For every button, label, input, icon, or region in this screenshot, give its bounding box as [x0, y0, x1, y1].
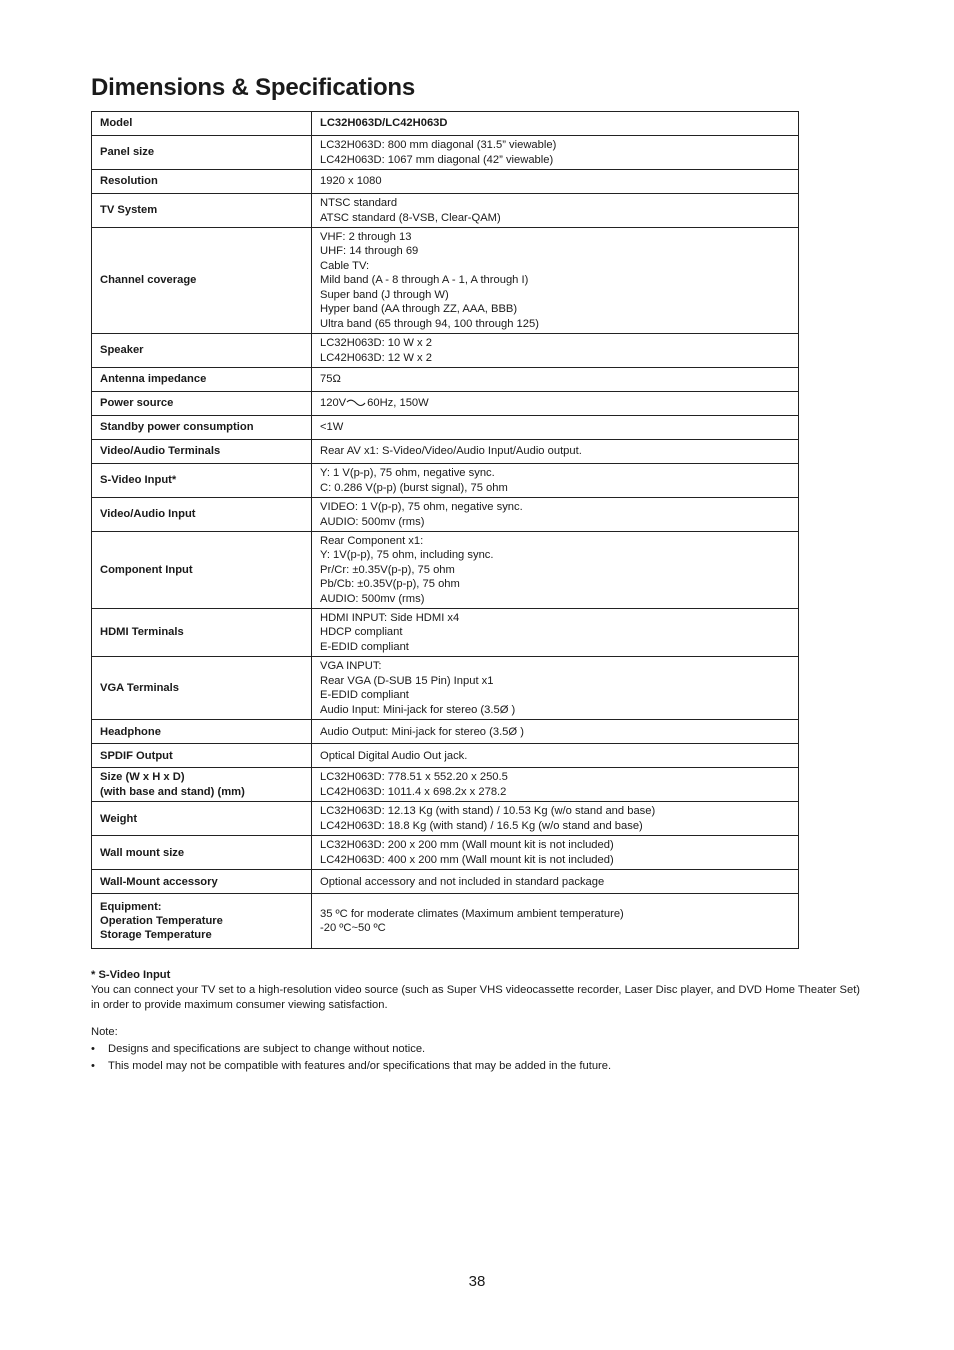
- spec-value: Pr/Cr: ±0.35V(p-p), 75 ohm: [320, 563, 455, 576]
- spec-label: Component Input: [100, 563, 193, 576]
- spec-label-cell: [92, 392, 312, 416]
- notes-section: [91, 968, 861, 1076]
- spec-value: E-EDID compliant: [320, 640, 409, 653]
- spec-value-cell: [312, 744, 799, 768]
- spec-label: Storage Temperature: [100, 929, 212, 942]
- spec-value: 1920 x 1080: [320, 175, 382, 188]
- spec-label: Headphone: [100, 725, 161, 738]
- spec-label-cell: [92, 870, 312, 894]
- spec-value-cell: [312, 228, 799, 334]
- spec-value: Rear VGA (D-SUB 15 Pin) Input x1: [320, 674, 494, 687]
- spec-value: LC42H063D: 1067 mm diagonal (42” viewable): [320, 153, 554, 166]
- spec-row: [92, 228, 799, 334]
- spec-value-cell: [312, 768, 799, 802]
- spec-label: Model: [100, 117, 133, 130]
- specifications-table: [91, 111, 799, 949]
- spec-value: LC42H063D: 400 x 200 mm (Wall mount kit is not included): [320, 853, 614, 866]
- spec-row: [92, 440, 799, 464]
- spec-value: LC32H063D: 10 W x 2: [320, 337, 432, 350]
- spec-value: 75Ω: [320, 373, 341, 386]
- spec-value: Audio Input: Mini-jack for stereo (3.5Ø ): [320, 703, 516, 716]
- spec-value-cell: [312, 720, 799, 744]
- spec-value: -20 ºC~50 ºC: [320, 922, 386, 935]
- spec-value: AUDIO: 500mv (rms): [320, 515, 425, 528]
- spec-label-cell: [92, 170, 312, 194]
- spec-row: [92, 768, 799, 802]
- spec-row: [92, 392, 799, 416]
- spec-value-cell: [312, 368, 799, 392]
- spec-label: SPDIF Output: [100, 749, 173, 762]
- spec-row: [92, 609, 799, 657]
- spec-row: [92, 894, 799, 949]
- spec-value: LC32H063D: 12.13 Kg (with stand) / 10.53 Kg (w/o stand and base): [320, 805, 656, 818]
- spec-label: Antenna impedance: [100, 373, 207, 386]
- spec-value-cell: [312, 170, 799, 194]
- spec-value: Optional accessory and not included in standard package: [320, 875, 605, 888]
- spec-value: Super band (J through W): [320, 288, 449, 301]
- spec-label-cell: [92, 657, 312, 720]
- spec-value: LC32H063D/LC42H063D: [320, 117, 448, 130]
- spec-value: NTSC standard: [320, 197, 398, 210]
- spec-value: HDCP compliant: [320, 626, 403, 639]
- footnote-title: * S-Video Input: [91, 969, 171, 981]
- bullet-icon: •: [91, 1043, 95, 1055]
- ac-wave-icon: [346, 398, 366, 408]
- spec-label-cell: [92, 368, 312, 392]
- spec-value: Rear AV x1: S-Video/Video/Audio Input/Audio output.: [320, 445, 582, 458]
- spec-value-cell: [312, 498, 799, 532]
- spec-value: Audio Output: Mini-jack for stereo (3.5Ø ): [320, 725, 524, 738]
- spec-label-cell: [92, 802, 312, 836]
- spec-label-cell: [92, 894, 312, 949]
- spec-label: Size (W x H x D): [100, 771, 185, 784]
- spec-value-cell: [312, 136, 799, 170]
- spec-value-cell: [312, 464, 799, 498]
- spec-label: Wall-Mount accessory: [100, 875, 218, 888]
- spec-value: AUDIO: 500mv (rms): [320, 592, 425, 605]
- spec-label-cell: [92, 532, 312, 609]
- spec-label: Video/Audio Input: [100, 508, 196, 521]
- spec-label: Equipment:: [100, 900, 162, 913]
- spec-row: [92, 334, 799, 368]
- spec-label: (with base and stand) (mm): [100, 785, 245, 798]
- spec-label: Standby power consumption: [100, 421, 254, 434]
- spec-row: [92, 532, 799, 609]
- spec-label: Weight: [100, 812, 138, 825]
- spec-label: Wall mount size: [100, 846, 185, 859]
- spec-label-cell: [92, 768, 312, 802]
- note-list: [91, 1042, 861, 1074]
- spec-value: Y: 1V(p-p), 75 ohm, including sync.: [320, 549, 494, 562]
- spec-value: LC42H063D: 1011.4 x 698.2x x 278.2: [320, 785, 507, 798]
- spec-label-cell: [92, 498, 312, 532]
- spec-value: LC42H063D: 18.8 Kg (with stand) / 16.5 Kg (w/o stand and base): [320, 819, 643, 832]
- spec-label-cell: [92, 228, 312, 334]
- spec-label: S-Video Input*: [100, 474, 177, 487]
- spec-label: Resolution: [100, 175, 158, 188]
- spec-label: VGA Terminals: [100, 682, 179, 695]
- spec-label: Operation Temperature: [100, 915, 223, 928]
- bullet-icon: •: [91, 1060, 95, 1072]
- spec-label: TV System: [100, 204, 158, 217]
- specifications-table-body: [92, 112, 799, 949]
- spec-label: Speaker: [100, 344, 144, 357]
- spec-value: E-EDID compliant: [320, 689, 409, 702]
- spec-value: UHF: 14 through 69: [320, 245, 419, 258]
- spec-value: 35 ºC for moderate climates (Maximum ambient temperature): [320, 907, 624, 920]
- spec-label: Video/Audio Terminals: [100, 445, 221, 458]
- spec-label-cell: [92, 416, 312, 440]
- spec-label-cell: [92, 464, 312, 498]
- spec-value: Mild band (A - 8 through A - 1, A through I): [320, 274, 529, 287]
- spec-value-cell: [312, 112, 799, 136]
- spec-row: [92, 802, 799, 836]
- spec-row: [92, 657, 799, 720]
- spec-row: [92, 368, 799, 392]
- spec-row: [92, 136, 799, 170]
- spec-row: [92, 870, 799, 894]
- footnote-text: You can connect your TV set to a high-resolution video source (such as Super VHS videocassette recorder, Laser Disc player, and DVD Home Theater Set) in order to provide maximum consumer viewing satisfaction.: [91, 984, 861, 1011]
- note-item: • This model may not be compatible with features and/or specifications that may be added in the future.: [91, 1060, 612, 1072]
- spec-value-cell: [312, 334, 799, 368]
- spec-label: Power source: [100, 397, 174, 410]
- spec-value: LC32H063D: 778.51 x 552.20 x 250.5: [320, 771, 508, 784]
- spec-value-cell: [312, 836, 799, 870]
- spec-value-cell: [312, 870, 799, 894]
- spec-value: HDMI INPUT: Side HDMI x4: [320, 612, 460, 625]
- spec-value: ATSC standard (8-VSB, Clear-QAM): [320, 211, 501, 224]
- spec-label-cell: [92, 136, 312, 170]
- spec-value-cell: [312, 532, 799, 609]
- spec-value: Pb/Cb: ±0.35V(p-p), 75 ohm: [320, 578, 460, 591]
- spec-label-cell: [92, 744, 312, 768]
- spec-value: Rear Component x1:: [320, 535, 424, 547]
- spec-row: [92, 464, 799, 498]
- spec-value-cell: [312, 194, 799, 228]
- spec-label: HDMI Terminals: [100, 626, 184, 639]
- page-number: 38: [468, 1273, 486, 1290]
- spec-value-cell: [312, 440, 799, 464]
- spec-value: Cable TV:: [320, 259, 370, 272]
- spec-value: VIDEO: 1 V(p-p), 75 ohm, negative sync.: [320, 501, 523, 514]
- spec-value: <1W: [320, 421, 344, 434]
- spec-label-cell: [92, 836, 312, 870]
- spec-label-cell: [92, 720, 312, 744]
- spec-row: [92, 498, 799, 532]
- spec-label: Channel coverage: [100, 274, 197, 287]
- spec-value: Ultra band (65 through 94, 100 through 125): [320, 317, 539, 330]
- spec-value: C: 0.286 V(p-p) (burst signal), 75 ohm: [320, 481, 508, 494]
- spec-value: LC42H063D: 12 W x 2: [320, 351, 432, 364]
- spec-value-cell: [312, 894, 799, 949]
- page-title: Dimensions & Specifications: [91, 74, 416, 101]
- spec-value: Hyper band (AA through ZZ, AAA, BBB): [320, 303, 518, 316]
- spec-value-cell: [312, 392, 799, 416]
- spec-value: Optical Digital Audio Out jack.: [320, 749, 468, 762]
- spec-value: Y: 1 V(p-p), 75 ohm, negative sync.: [320, 467, 495, 480]
- spec-value: VGA INPUT:: [320, 660, 382, 673]
- spec-label-cell: [92, 112, 312, 136]
- spec-row: [92, 170, 799, 194]
- spec-value-cell: [312, 609, 799, 657]
- spec-row: [92, 112, 799, 136]
- spec-row: [92, 744, 799, 768]
- spec-row: [92, 194, 799, 228]
- spec-label-cell: [92, 334, 312, 368]
- note-label: Note:: [91, 1026, 118, 1038]
- spec-value: LC32H063D: 200 x 200 mm (Wall mount kit is not included): [320, 839, 614, 852]
- spec-label: Panel size: [100, 146, 155, 159]
- note-item: • Designs and specifications are subject to change without notice.: [91, 1043, 426, 1055]
- spec-value: 120V 60Hz, 150W: [320, 397, 429, 410]
- spec-label-cell: [92, 440, 312, 464]
- spec-value: VHF: 2 through 13: [320, 231, 412, 244]
- spec-row: [92, 416, 799, 440]
- spec-row: [92, 836, 799, 870]
- spec-label-cell: [92, 194, 312, 228]
- spec-value: LC32H063D: 800 mm diagonal (31.5” viewable): [320, 139, 557, 152]
- spec-value-cell: [312, 657, 799, 720]
- spec-value-cell: [312, 416, 799, 440]
- spec-value-cell: [312, 802, 799, 836]
- spec-row: [92, 720, 799, 744]
- spec-label-cell: [92, 609, 312, 657]
